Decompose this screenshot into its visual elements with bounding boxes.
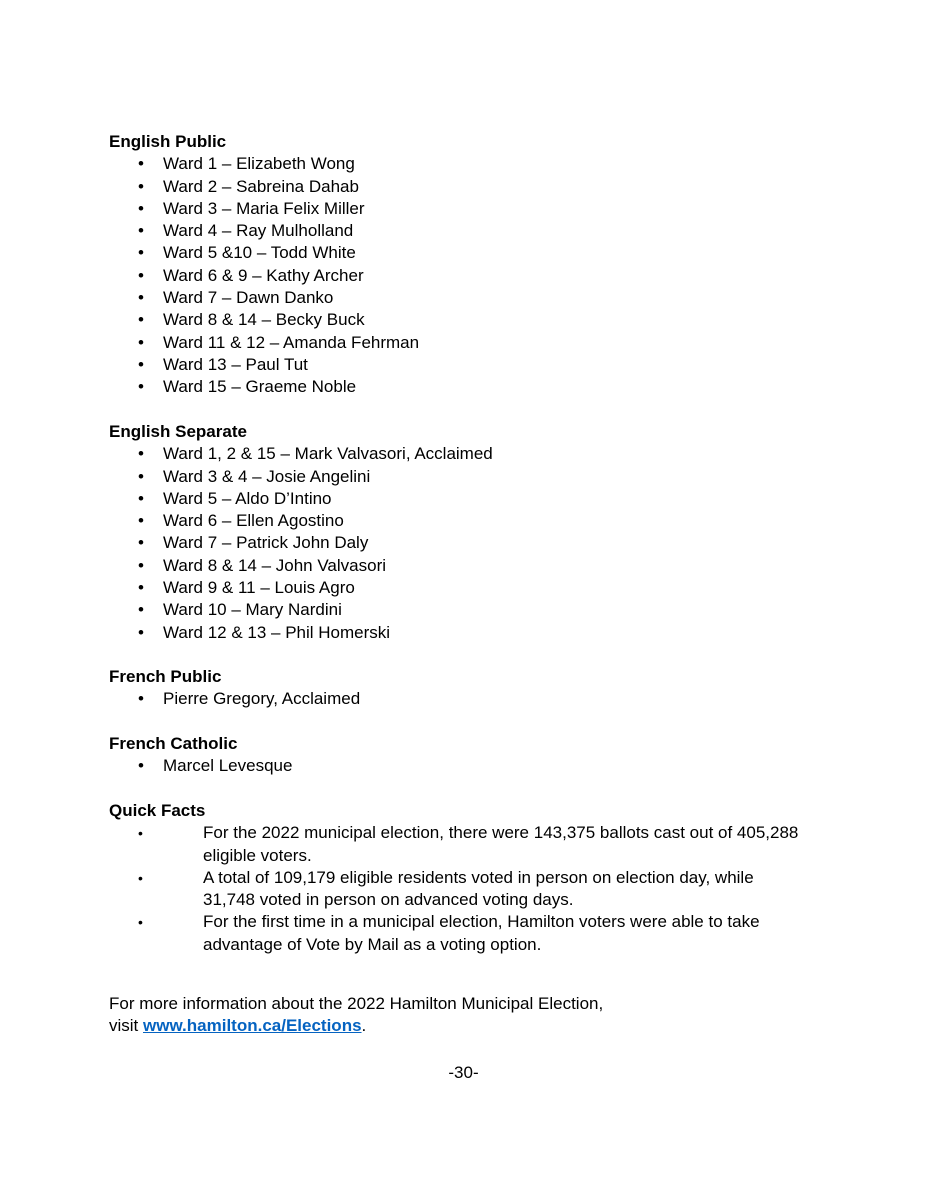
- bullet-icon: •: [138, 198, 144, 218]
- bullet-icon: •: [138, 154, 144, 174]
- english-public-section: [109, 131, 829, 399]
- french-catholic-list: [109, 755, 829, 777]
- section-heading: English Public: [109, 132, 227, 151]
- closing-paragraph: [109, 993, 829, 1038]
- bullet-icon: •: [138, 265, 144, 285]
- bullet-icon: •: [138, 444, 144, 464]
- list-item: • Marcel Levesque: [109, 755, 829, 777]
- bullet-icon: •: [138, 221, 144, 241]
- bullet-icon: •: [138, 488, 144, 508]
- bullet-icon: •: [138, 377, 144, 397]
- bullet-icon: •: [138, 243, 144, 263]
- list-item: • Ward 6 & 9 – Kathy Archer: [109, 265, 829, 287]
- list-item: • Ward 10 – Mary Nardini: [109, 599, 829, 621]
- bullet-icon: •: [138, 511, 144, 531]
- elections-link[interactable]: www.hamilton.ca/Elections: [143, 1016, 362, 1036]
- french-public-list: [109, 688, 829, 710]
- list-item: • Ward 15 – Graeme Noble: [109, 376, 829, 398]
- list-item: • For the 2022 municipal election, there were 143,375 ballots cast out of 405,288 eligible voters.: [138, 823, 799, 865]
- quick-facts-section: [109, 800, 829, 956]
- page-number: -30-: [448, 1063, 479, 1082]
- list-item: • Ward 9 & 11 – Louis Agro: [109, 577, 829, 599]
- closing-visit-line: visit www.hamilton.ca/Elections.: [109, 1016, 367, 1036]
- list-item: • Ward 13 – Paul Tut: [109, 354, 829, 376]
- quick-facts-list: [109, 822, 829, 956]
- list-item: • Ward 8 & 14 – John Valvasori: [109, 555, 829, 577]
- bullet-icon: •: [138, 176, 144, 196]
- bullet-icon: •: [138, 332, 144, 352]
- bullet-icon: •: [138, 354, 144, 374]
- bullet-icon: •: [138, 756, 144, 776]
- list-item: • For the first time in a municipal election, Hamilton voters were able to take advantage of Vote by Mail as a voting option.: [138, 912, 760, 954]
- list-item: • Pierre Gregory, Acclaimed: [109, 688, 829, 710]
- list-item: • Ward 5 &10 – Todd White: [109, 242, 829, 264]
- bullet-icon: •: [138, 310, 144, 330]
- closing-line: For more information about the 2022 Hamilton Municipal Election,: [109, 994, 604, 1013]
- list-item: • Ward 7 – Dawn Danko: [109, 287, 829, 309]
- list-item: • Ward 7 – Patrick John Daly: [109, 532, 829, 554]
- bullet-icon: •: [138, 914, 143, 931]
- list-item: • Ward 4 – Ray Mulholland: [109, 220, 829, 242]
- list-item: • Ward 2 – Sabreina Dahab: [109, 176, 829, 198]
- list-item: • Ward 3 & 4 – Josie Angelini: [109, 466, 829, 488]
- french-catholic-section: [109, 733, 829, 778]
- bullet-icon: •: [138, 600, 144, 620]
- list-item: • Ward 3 – Maria Felix Miller: [109, 198, 829, 220]
- list-item: • Ward 12 & 13 – Phil Homerski: [109, 622, 829, 644]
- bullet-icon: •: [138, 288, 144, 308]
- list-item: • Ward 1, 2 & 15 – Mark Valvasori, Acclaimed: [109, 443, 829, 465]
- english-separate-section: [109, 421, 829, 644]
- bullet-icon: •: [138, 825, 143, 842]
- bullet-icon: •: [138, 578, 144, 598]
- section-heading: French Catholic: [109, 734, 238, 753]
- english-public-list: [109, 153, 829, 398]
- bullet-icon: •: [138, 466, 144, 486]
- french-public-section: [109, 666, 829, 711]
- list-item: • A total of 109,179 eligible residents voted in person on election day, while 31,748 voted in person on advanced voting days.: [138, 867, 754, 910]
- list-item: • Ward 1 – Elizabeth Wong: [109, 153, 829, 175]
- bullet-icon: •: [138, 622, 144, 642]
- list-item: • Ward 5 – Aldo D’Intino: [109, 488, 829, 510]
- bullet-icon: •: [138, 555, 144, 575]
- bullet-icon: •: [138, 533, 144, 553]
- list-item: • Ward 6 – Ellen Agostino: [109, 510, 829, 532]
- bullet-icon: •: [138, 689, 144, 709]
- section-heading: Quick Facts: [109, 801, 206, 820]
- section-heading: English Separate: [109, 422, 247, 441]
- english-separate-list: [109, 443, 829, 644]
- bullet-icon: •: [138, 869, 143, 886]
- list-item: • Ward 11 & 12 – Amanda Fehrman: [109, 332, 829, 354]
- section-heading: French Public: [109, 667, 222, 686]
- list-item: • Ward 8 & 14 – Becky Buck: [109, 309, 829, 331]
